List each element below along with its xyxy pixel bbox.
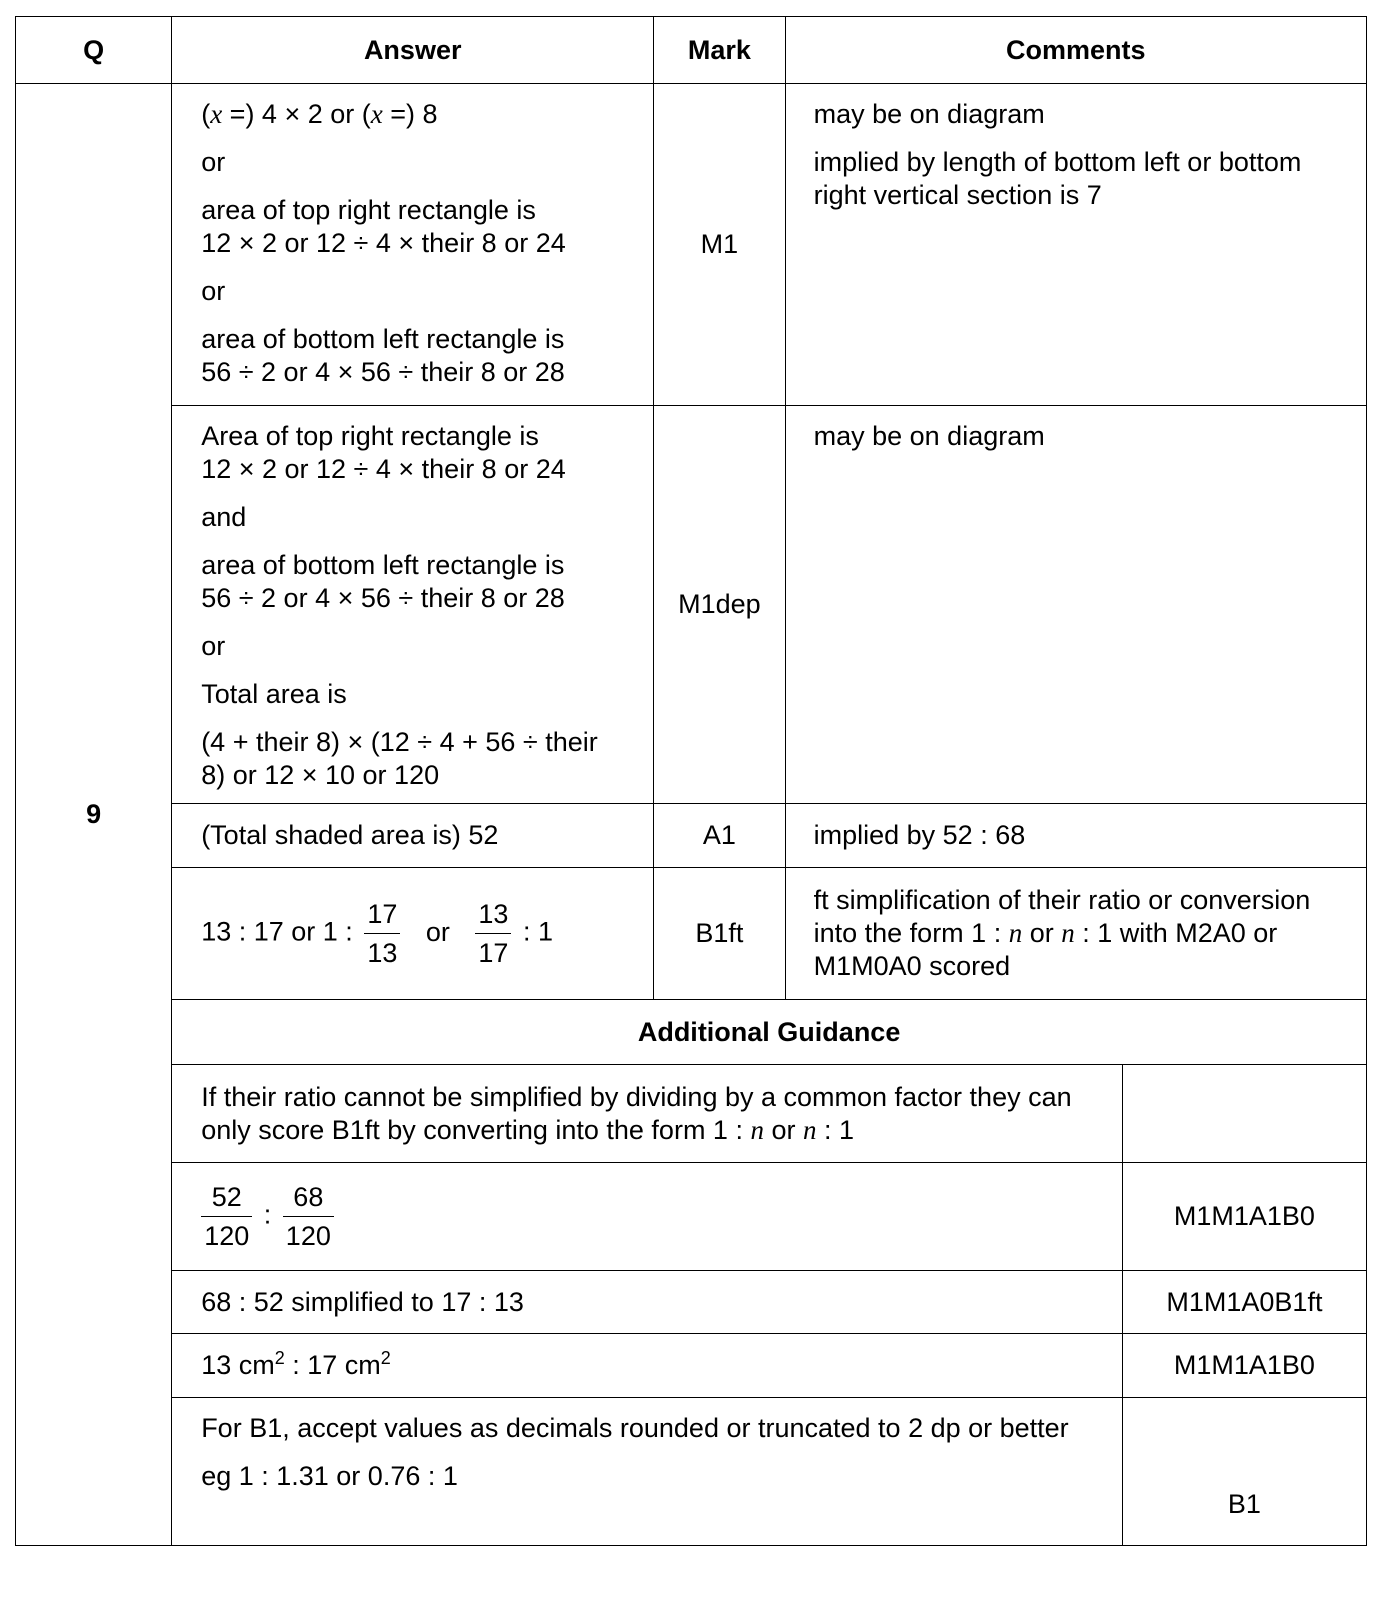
header-mark: Mark xyxy=(654,17,785,84)
guidance-row-4 xyxy=(16,1334,1367,1398)
comment-cell-2 xyxy=(785,406,1366,804)
or-text: or xyxy=(201,276,226,306)
ratio-colon: : xyxy=(263,1199,272,1230)
top-right-calc: 12 × 2 or 12 ÷ 4 × their 8 or 24 xyxy=(201,454,566,484)
guidance-header-row xyxy=(16,1000,1367,1065)
bottom-left-label: area of bottom left rectangle is xyxy=(201,324,565,354)
comment-cell-1 xyxy=(785,84,1366,406)
answer-row-1 xyxy=(16,84,1367,406)
additional-guidance-title: Additional Guidance xyxy=(172,1000,1367,1065)
x-equation: (x =) 4 × 2 or (x =) 8 xyxy=(201,99,438,129)
question-number: 9 xyxy=(16,84,172,1546)
guidance-mark-3: M1M1A0B1ft xyxy=(1122,1271,1366,1334)
comment-text: implied by length of bottom left or bottom right vertical section is 7 xyxy=(813,147,1302,210)
header-row xyxy=(16,17,1367,84)
comment-cell-3: implied by 52 : 68 xyxy=(785,804,1366,868)
comment-text: may be on diagram xyxy=(813,99,1045,129)
mark-scheme-table xyxy=(15,16,1367,1546)
top-right-label: area of top right rectangle is xyxy=(201,195,536,225)
mark-cell-2: M1dep xyxy=(654,406,785,804)
or-text: or xyxy=(201,631,226,661)
ratio-prefix: 13 : 17 or 1 : xyxy=(201,916,353,947)
or-text: or xyxy=(201,147,226,177)
comment-text: ft simplification of their ratio or conversion into the form 1 : n or n : 1 with M2A0 or M1M0A0 scored xyxy=(813,885,1311,981)
fraction: $\frac{17}{13}$ xyxy=(364,897,400,970)
guidance-mark-1 xyxy=(1122,1065,1366,1163)
total-calc: (4 + their 8) × (12 ÷ 4 + 56 ÷ their 8) or 12 × 10 or 120 xyxy=(201,727,598,790)
mark-cell-3: A1 xyxy=(654,804,785,868)
guidance-text-5: For B1, accept values as decimals rounded or truncated to 2 dp or better eg 1 : 1.31 or 0.76 : 1 xyxy=(172,1398,1123,1546)
top-right-calc: 12 × 2 or 12 ÷ 4 × their 8 or 24 xyxy=(201,228,566,258)
guidance-row-5 xyxy=(16,1398,1367,1546)
and-text: and xyxy=(201,502,247,532)
answer-cell-4 xyxy=(172,868,654,1000)
top-right-label: Area of top right rectangle is xyxy=(201,421,539,451)
guidance-row-3 xyxy=(16,1271,1367,1334)
answer-row-2 xyxy=(16,406,1367,804)
bottom-left-calc: 56 ÷ 2 or 4 × 56 ÷ their 8 or 28 xyxy=(201,583,565,613)
answer-cell-1 xyxy=(172,84,654,406)
ratio-suffix: : 1 xyxy=(522,916,553,947)
fraction: $\frac{13}{17}$ xyxy=(475,897,511,970)
guidance-row-2 xyxy=(16,1163,1367,1271)
bottom-left-label: area of bottom left rectangle is xyxy=(201,550,565,580)
or-text: or xyxy=(425,916,450,947)
mark-cell-4: B1ft xyxy=(654,868,785,1000)
answer-cell-2 xyxy=(172,406,654,804)
guidance-text-1: If their ratio cannot be simplified by dividing by a common factor they can only score B1ft by converting into the form 1 : n or n : 1 xyxy=(172,1065,1123,1163)
answer-row-4 xyxy=(16,868,1367,1000)
answer-cell-3: (Total shaded area is) 52 xyxy=(172,804,654,868)
bottom-left-calc: 56 ÷ 2 or 4 × 56 ÷ their 8 or 28 xyxy=(201,357,565,387)
guidance-text-3: 68 : 52 simplified to 17 : 13 xyxy=(172,1271,1123,1334)
header-answer: Answer xyxy=(172,17,654,84)
fraction: $\frac{52}{120}$ xyxy=(201,1180,252,1253)
guidance-mark-5: B1 xyxy=(1122,1398,1366,1546)
guidance-mark-4: M1M1A1B0 xyxy=(1122,1334,1366,1398)
guidance-text-2 xyxy=(172,1163,1123,1271)
total-label: Total area is xyxy=(201,679,347,709)
fraction: $\frac{68}{120}$ xyxy=(283,1180,334,1253)
mark-cell-1: M1 xyxy=(654,84,785,406)
guidance-row-1 xyxy=(16,1065,1367,1163)
comment-cell-4 xyxy=(785,868,1366,1000)
header-comments: Comments xyxy=(785,17,1366,84)
answer-row-3 xyxy=(16,804,1367,868)
comment-text: may be on diagram xyxy=(813,421,1045,451)
guidance-text-4: 13 $cm^2$ : 17 $cm^2$ xyxy=(172,1334,1123,1398)
header-q: Q xyxy=(16,17,172,84)
guidance-mark-2: M1M1A1B0 xyxy=(1122,1163,1366,1271)
